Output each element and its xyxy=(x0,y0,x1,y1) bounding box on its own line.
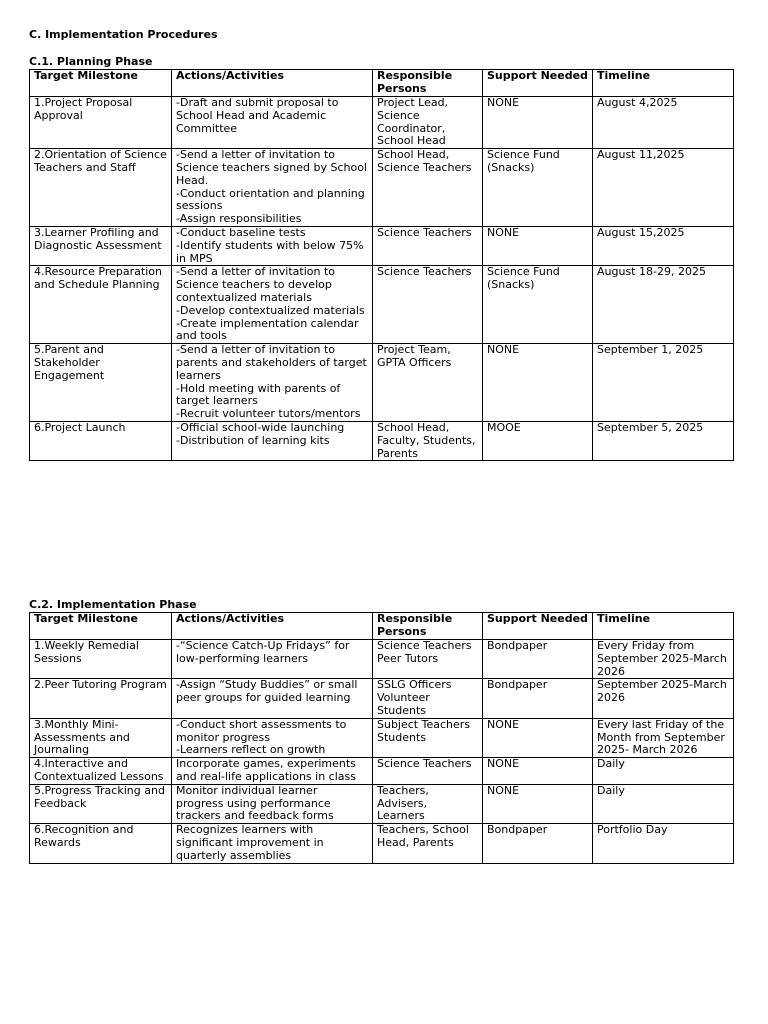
persons-cell: Project Lead, Science Coordinator, School Head xyxy=(373,97,483,149)
header-actions-activities: Actions/Activities xyxy=(172,613,373,640)
header-support-needed: Support Needed xyxy=(483,70,593,97)
actions-cell: -Send a letter of invitation to Science teachers signed by School Head. -Conduct orientation and planning sessions -Assign responsibilities xyxy=(172,149,373,227)
persons-cell: Project Team, GPTA Officers xyxy=(373,344,483,422)
milestone-cell: 1.Weekly Remedial Sessions xyxy=(30,640,172,679)
milestone-cell: 4.Interactive and Contextualized Lessons xyxy=(30,758,172,785)
table-row xyxy=(30,824,734,863)
support-cell: Science Fund (Snacks) xyxy=(483,149,593,227)
header-timeline: Timeline xyxy=(593,613,734,640)
table-row xyxy=(30,421,734,460)
timeline-cell: August 15,2025 xyxy=(593,226,734,265)
table-header-row xyxy=(30,613,734,640)
actions-cell: -Official school-wide launching -Distribution of learning kits xyxy=(172,421,373,460)
support-cell: Bondpaper xyxy=(483,824,593,863)
persons-cell: Science Teachers xyxy=(373,758,483,785)
support-cell: NONE xyxy=(483,344,593,422)
implementation-phase-title: C.2. Implementation Phase xyxy=(29,598,197,611)
header-support-needed: Support Needed xyxy=(483,613,593,640)
header-target-milestone: Target Milestone xyxy=(30,613,172,640)
persons-cell: Science Teachers xyxy=(373,266,483,344)
timeline-cell: Portfolio Day xyxy=(593,824,734,863)
timeline-cell: September 1, 2025 xyxy=(593,344,734,422)
table-row xyxy=(30,758,734,785)
table-header-row xyxy=(30,70,734,97)
persons-cell: Teachers, Advisers, Learners xyxy=(373,784,483,823)
header-actions-activities: Actions/Activities xyxy=(172,70,373,97)
persons-cell: School Head, Faculty, Students, Parents xyxy=(373,421,483,460)
table-row xyxy=(30,97,734,149)
milestone-cell: 4.Resource Preparation and Schedule Planning xyxy=(30,266,172,344)
table-row xyxy=(30,784,734,823)
table-row xyxy=(30,718,734,757)
timeline-cell: August 18-29, 2025 xyxy=(593,266,734,344)
milestone-cell: 3.Monthly Mini-Assessments and Journaling xyxy=(30,718,172,757)
actions-cell: -Assign “Study Buddies” or small peer groups for guided learning xyxy=(172,679,373,718)
actions-cell: -Send a letter of invitation to parents and stakeholders of target learners -Hold meeting with parents of target learners -Recruit volunteer tutors/mentors xyxy=(172,344,373,422)
persons-cell: Teachers, School Head, Parents xyxy=(373,824,483,863)
persons-cell: Subject Teachers Students xyxy=(373,718,483,757)
support-cell: NONE xyxy=(483,758,593,785)
support-cell: Bondpaper xyxy=(483,679,593,718)
actions-cell: -Conduct short assessments to monitor progress -Learners reflect on growth xyxy=(172,718,373,757)
support-cell: NONE xyxy=(483,226,593,265)
timeline-cell: September 2025-March 2026 xyxy=(593,679,734,718)
timeline-cell: Daily xyxy=(593,758,734,785)
timeline-cell: Every Friday from September 2025-March 2026 xyxy=(593,640,734,679)
timeline-cell: Daily xyxy=(593,784,734,823)
timeline-cell: September 5, 2025 xyxy=(593,421,734,460)
header-responsible-persons: Responsible Persons xyxy=(373,70,483,97)
support-cell: Science Fund (Snacks) xyxy=(483,266,593,344)
milestone-cell: 6.Recognition and Rewards xyxy=(30,824,172,863)
table-row xyxy=(30,679,734,718)
support-cell: NONE xyxy=(483,97,593,149)
timeline-cell: August 11,2025 xyxy=(593,149,734,227)
table-row xyxy=(30,640,734,679)
support-cell: NONE xyxy=(483,718,593,757)
table-row xyxy=(30,149,734,227)
actions-cell: -Send a letter of invitation to Science teachers to develop contextualized materials -Develop contextualized materials -Create implementation calendar and tools xyxy=(172,266,373,344)
persons-cell: Science Teachers Peer Tutors xyxy=(373,640,483,679)
support-cell: MOOE xyxy=(483,421,593,460)
milestone-cell: 5.Parent and Stakeholder Engagement xyxy=(30,344,172,422)
actions-cell: -Draft and submit proposal to School Head and Academic Committee xyxy=(172,97,373,149)
support-cell: NONE xyxy=(483,784,593,823)
section-title: C. Implementation Procedures xyxy=(29,28,218,41)
milestone-cell: 2.Orientation of Science Teachers and Staff xyxy=(30,149,172,227)
milestone-cell: 5.Progress Tracking and Feedback xyxy=(30,784,172,823)
planning-phase-title: C.1. Planning Phase xyxy=(29,55,153,68)
actions-cell: -“Science Catch-Up Fridays” for low-performing learners xyxy=(172,640,373,679)
timeline-cell: August 4,2025 xyxy=(593,97,734,149)
table-row xyxy=(30,344,734,422)
table-row xyxy=(30,266,734,344)
persons-cell: School Head, Science Teachers xyxy=(373,149,483,227)
milestone-cell: 6.Project Launch xyxy=(30,421,172,460)
persons-cell: Science Teachers xyxy=(373,226,483,265)
actions-cell: Recognizes learners with significant improvement in quarterly assemblies xyxy=(172,824,373,863)
header-timeline: Timeline xyxy=(593,70,734,97)
implementation-phase-table xyxy=(29,612,734,864)
persons-cell: SSLG Officers Volunteer Students xyxy=(373,679,483,718)
header-target-milestone: Target Milestone xyxy=(30,70,172,97)
actions-cell: Monitor individual learner progress using performance trackers and feedback forms xyxy=(172,784,373,823)
actions-cell: -Conduct baseline tests -Identify students with below 75% in MPS xyxy=(172,226,373,265)
timeline-cell: Every last Friday of the Month from September 2025- March 2026 xyxy=(593,718,734,757)
support-cell: Bondpaper xyxy=(483,640,593,679)
milestone-cell: 1.Project Proposal Approval xyxy=(30,97,172,149)
table-row xyxy=(30,226,734,265)
actions-cell: Incorporate games, experiments and real-life applications in class xyxy=(172,758,373,785)
planning-phase-table xyxy=(29,69,734,461)
header-responsible-persons: Responsible Persons xyxy=(373,613,483,640)
milestone-cell: 2.Peer Tutoring Program xyxy=(30,679,172,718)
milestone-cell: 3.Learner Profiling and Diagnostic Assessment xyxy=(30,226,172,265)
